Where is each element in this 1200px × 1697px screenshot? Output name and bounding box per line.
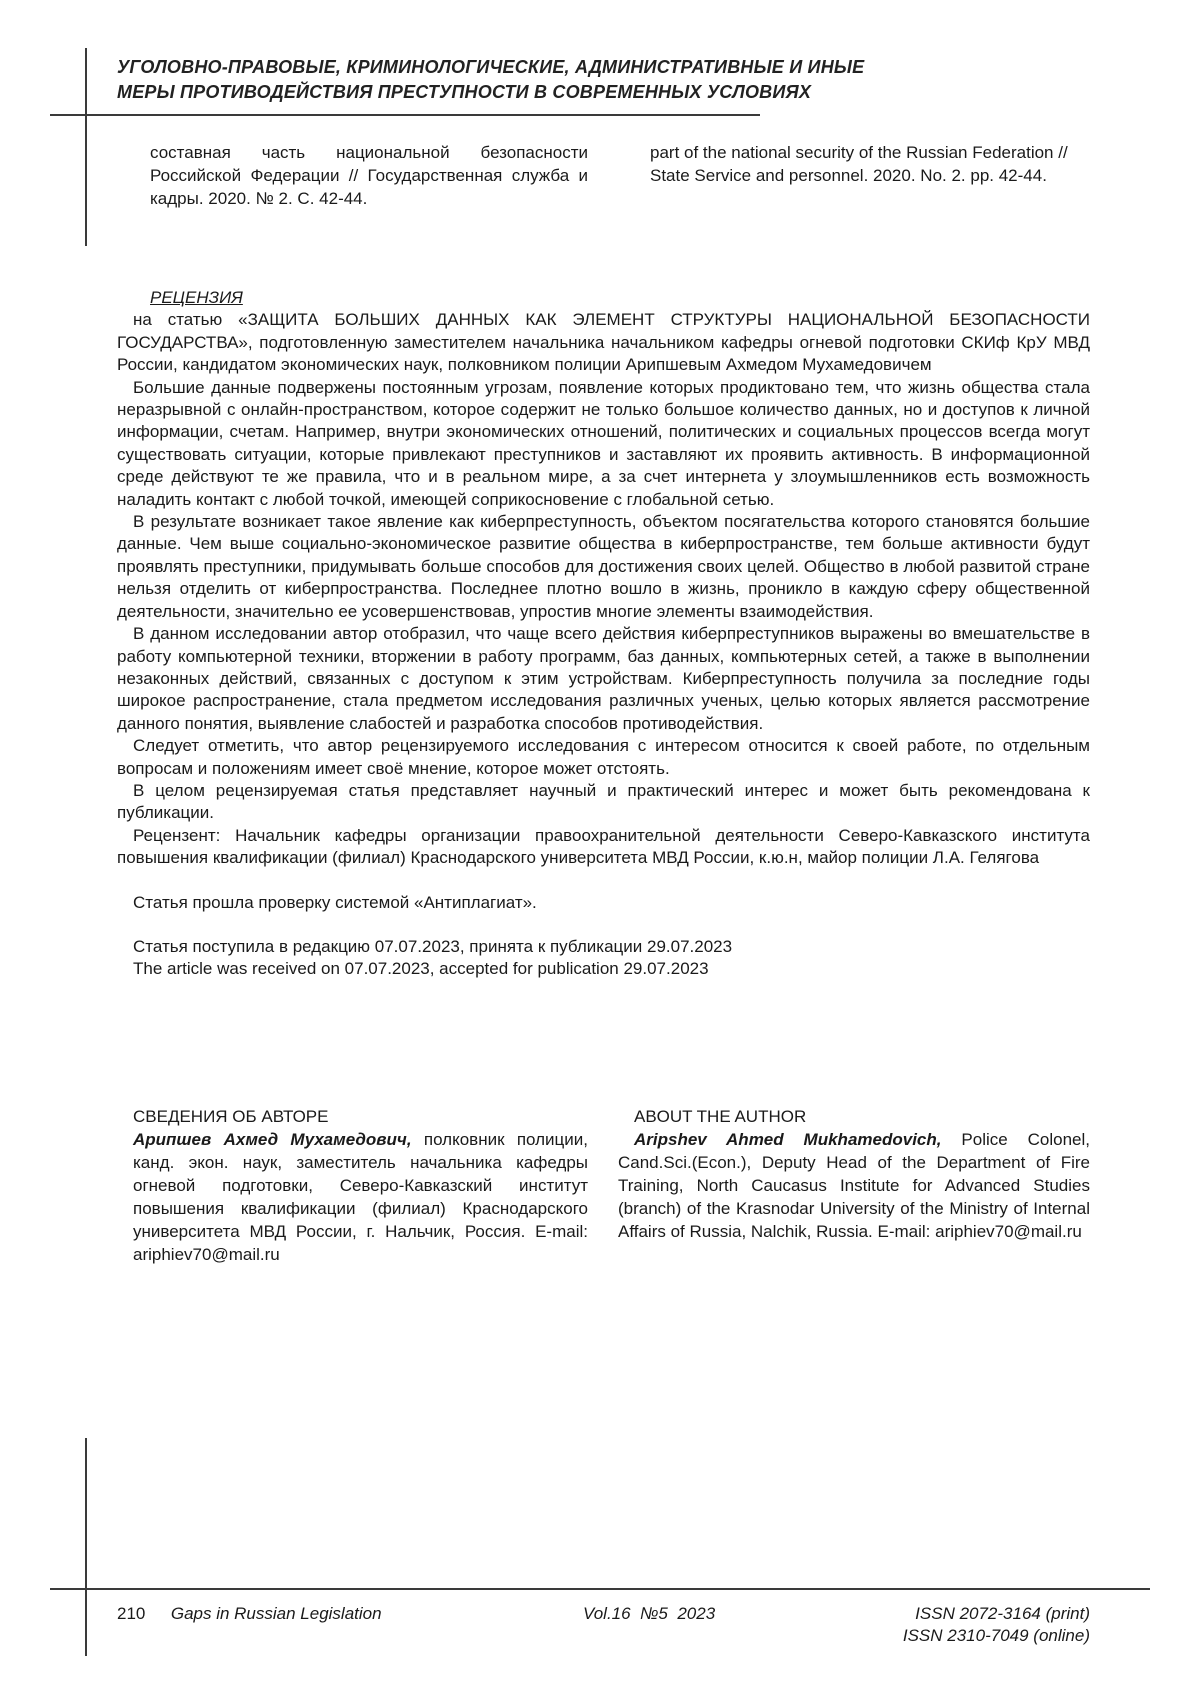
review-paragraph-4: Следует отметить, что автор рецензируемого исследования с интересом относится к своей работе, по отдельным вопросам и положениям имеет своё мнение, которое может отстоять.: [117, 736, 1090, 778]
received-ru: Статья поступила в редакцию 07.07.2023, принята к публикации 29.07.2023: [133, 936, 733, 956]
footer-issn: [903, 1603, 1090, 1647]
review-section: [117, 287, 1090, 981]
footer-left: [117, 1603, 382, 1625]
journal-name: Gaps in Russian Legislation: [170, 1604, 382, 1623]
issn-print: ISSN 2072-3164 (print): [915, 1604, 1090, 1623]
author-title-en: ABOUT THE AUTHOR: [634, 1107, 807, 1126]
author-text-en: [618, 1128, 1090, 1243]
author-name-en: Aripshev Ahmed Mukhamedovich,: [634, 1130, 942, 1149]
page-number: 210: [117, 1604, 146, 1623]
review-heading: РЕЦЕНЗИЯ: [150, 288, 243, 307]
review-paragraph-3: В данном исследовании автор отобразил, что чаще всего действия киберпреступников выражены во вмешательстве в работу компьютерной техники, вторжении в работу программ, баз данных, компьютерных сетей, а также в выполнении незаконных действий, связанных с доступом к этим устройствам. Киберпреступность получила за последние годы широкое распространение, стала предметом исследования различных ученых, целью которых является рассмотрение данного понятия, выявление слабостей и разработка способов противодействия.: [117, 624, 1090, 733]
header-vertical-rule: [85, 48, 87, 246]
header-horizontal-rule: [50, 114, 760, 116]
author-details-ru: полковник полиции, канд. экон. наук, заместитель начальника кафедры огневой подготовки, Северо-Кавказский институт повышения квалификации (филиал) Краснодарского университета МВД России, г. Нальчик, Россия. E-mail: ariphiev70@mail.ru: [133, 1130, 589, 1264]
antiplagiat-note: Статья прошла проверку системой «Антиплагиат».: [133, 892, 537, 912]
header-line-2: МЕРЫ ПРОТИВОДЕЙСТВИЯ ПРЕСТУПНОСТИ В СОВРЕМЕННЫХ УСЛОВИЯХ: [117, 82, 812, 102]
footer-vertical-rule: [85, 1438, 87, 1656]
author-info-en: [618, 1105, 1090, 1243]
author-title-ru: СВЕДЕНИЯ ОБ АВТОРЕ: [133, 1107, 329, 1126]
review-paragraph-5: В целом рецензируемая статья представляет научный и практический интерес и может быть рекомендована к публикации.: [117, 780, 1090, 823]
footer-horizontal-rule: [50, 1588, 1150, 1590]
review-intro: на статью «ЗАЩИТА БОЛЬШИХ ДАННЫХ КАК ЭЛЕМЕНТ СТРУКТУРЫ НАЦИОНАЛЬНОЙ БЕЗОПАСНОСТИ ГОСУДАРСТВА», подготовленную заместителем начальника начальником кафедры огневой подготовки СКИф КрУ МВД России, кандидатом экономических наук, полковником полиции Арипшевым Ахмедом Мухамедовичем: [117, 310, 1090, 375]
review-paragraph-1: Большие данные подвержены постоянным угрозам, появление которых продиктовано тем, что жизнь общества стала неразрывной с онлайн-пространством, которое содержит не только большое количество данных, но и доступов к личной информации, счетам. Например, внутри экономических отношений, политических и социальных процессов всегда могут существовать ситуации, которые привлекают преступников и заставляют их проявить активность. В информационной среде действуют те же правила, что и в реальном мире, а за счет интернета у злоумышленников есть возможность наладить контакт с любой точкой, имеющей соприкосновение с глобальной сетью.: [117, 377, 1090, 509]
running-header: [117, 55, 1017, 105]
author-info-ru: [117, 1105, 588, 1266]
issn-online: ISSN 2310-7049 (online): [902, 1626, 1090, 1645]
reference-en: part of the national security of the Russian Federation // State Service and personnel. 2020. No. 2. pp. 42-44.: [650, 143, 1068, 185]
review-paragraph-2: В результате возникает такое явление как киберпреступность, объектом посягательства которого становятся большие данные. Чем выше социально-экономическое развитие общества в киберпространстве, тем больше активности будут проявлять преступники, придумывать больше способов для достижения своих целей. Общество в любой развитой стране нельзя отделить от киберпространства. Последнее плотно вошло в жизнь, проникло в каждую сферу общественной деятельности, значительно ее усовершенствовав, упростив многие элементы взаимодействия.: [117, 512, 1090, 621]
reference-ru: составная часть национальной безопасности Российской Федерации // Государственная служба и кадры. 2020. № 2. С. 42-44.: [150, 143, 588, 208]
received-en: The article was received on 07.07.2023, accepted for publication 29.07.2023: [133, 959, 709, 979]
author-details-en: Police Colonel, Cand.Sci.(Econ.), Deputy Head of the Department of Fire Training, North Caucasus Institute for Advanced Studies (branch) of the Krasnodar University of the Ministry of Internal Affairs of Russia, Nalchik, Russia. E-mail: ariphiev70@mail.ru: [618, 1130, 1090, 1241]
reviewer: Рецензент: Начальник кафедры организации правоохранительной деятельности Северо-Кавказского института повышения квалификации (филиал) Краснодарского университета МВД России, к.ю.н, майор полиции Л.А. Гелягова: [117, 825, 1090, 868]
author-text-ru: [117, 1128, 588, 1266]
author-name-ru: Арипшев Ахмед Мухамедович,: [133, 1130, 412, 1149]
header-line-1: УГОЛОВНО-ПРАВОВЫЕ, КРИМИНОЛОГИЧЕСКИЕ, АДМИНИСТРАТИВНЫЕ И ИНЫЕ: [117, 57, 865, 77]
footer-volume: Vol.16 №5 2023: [583, 1604, 716, 1623]
